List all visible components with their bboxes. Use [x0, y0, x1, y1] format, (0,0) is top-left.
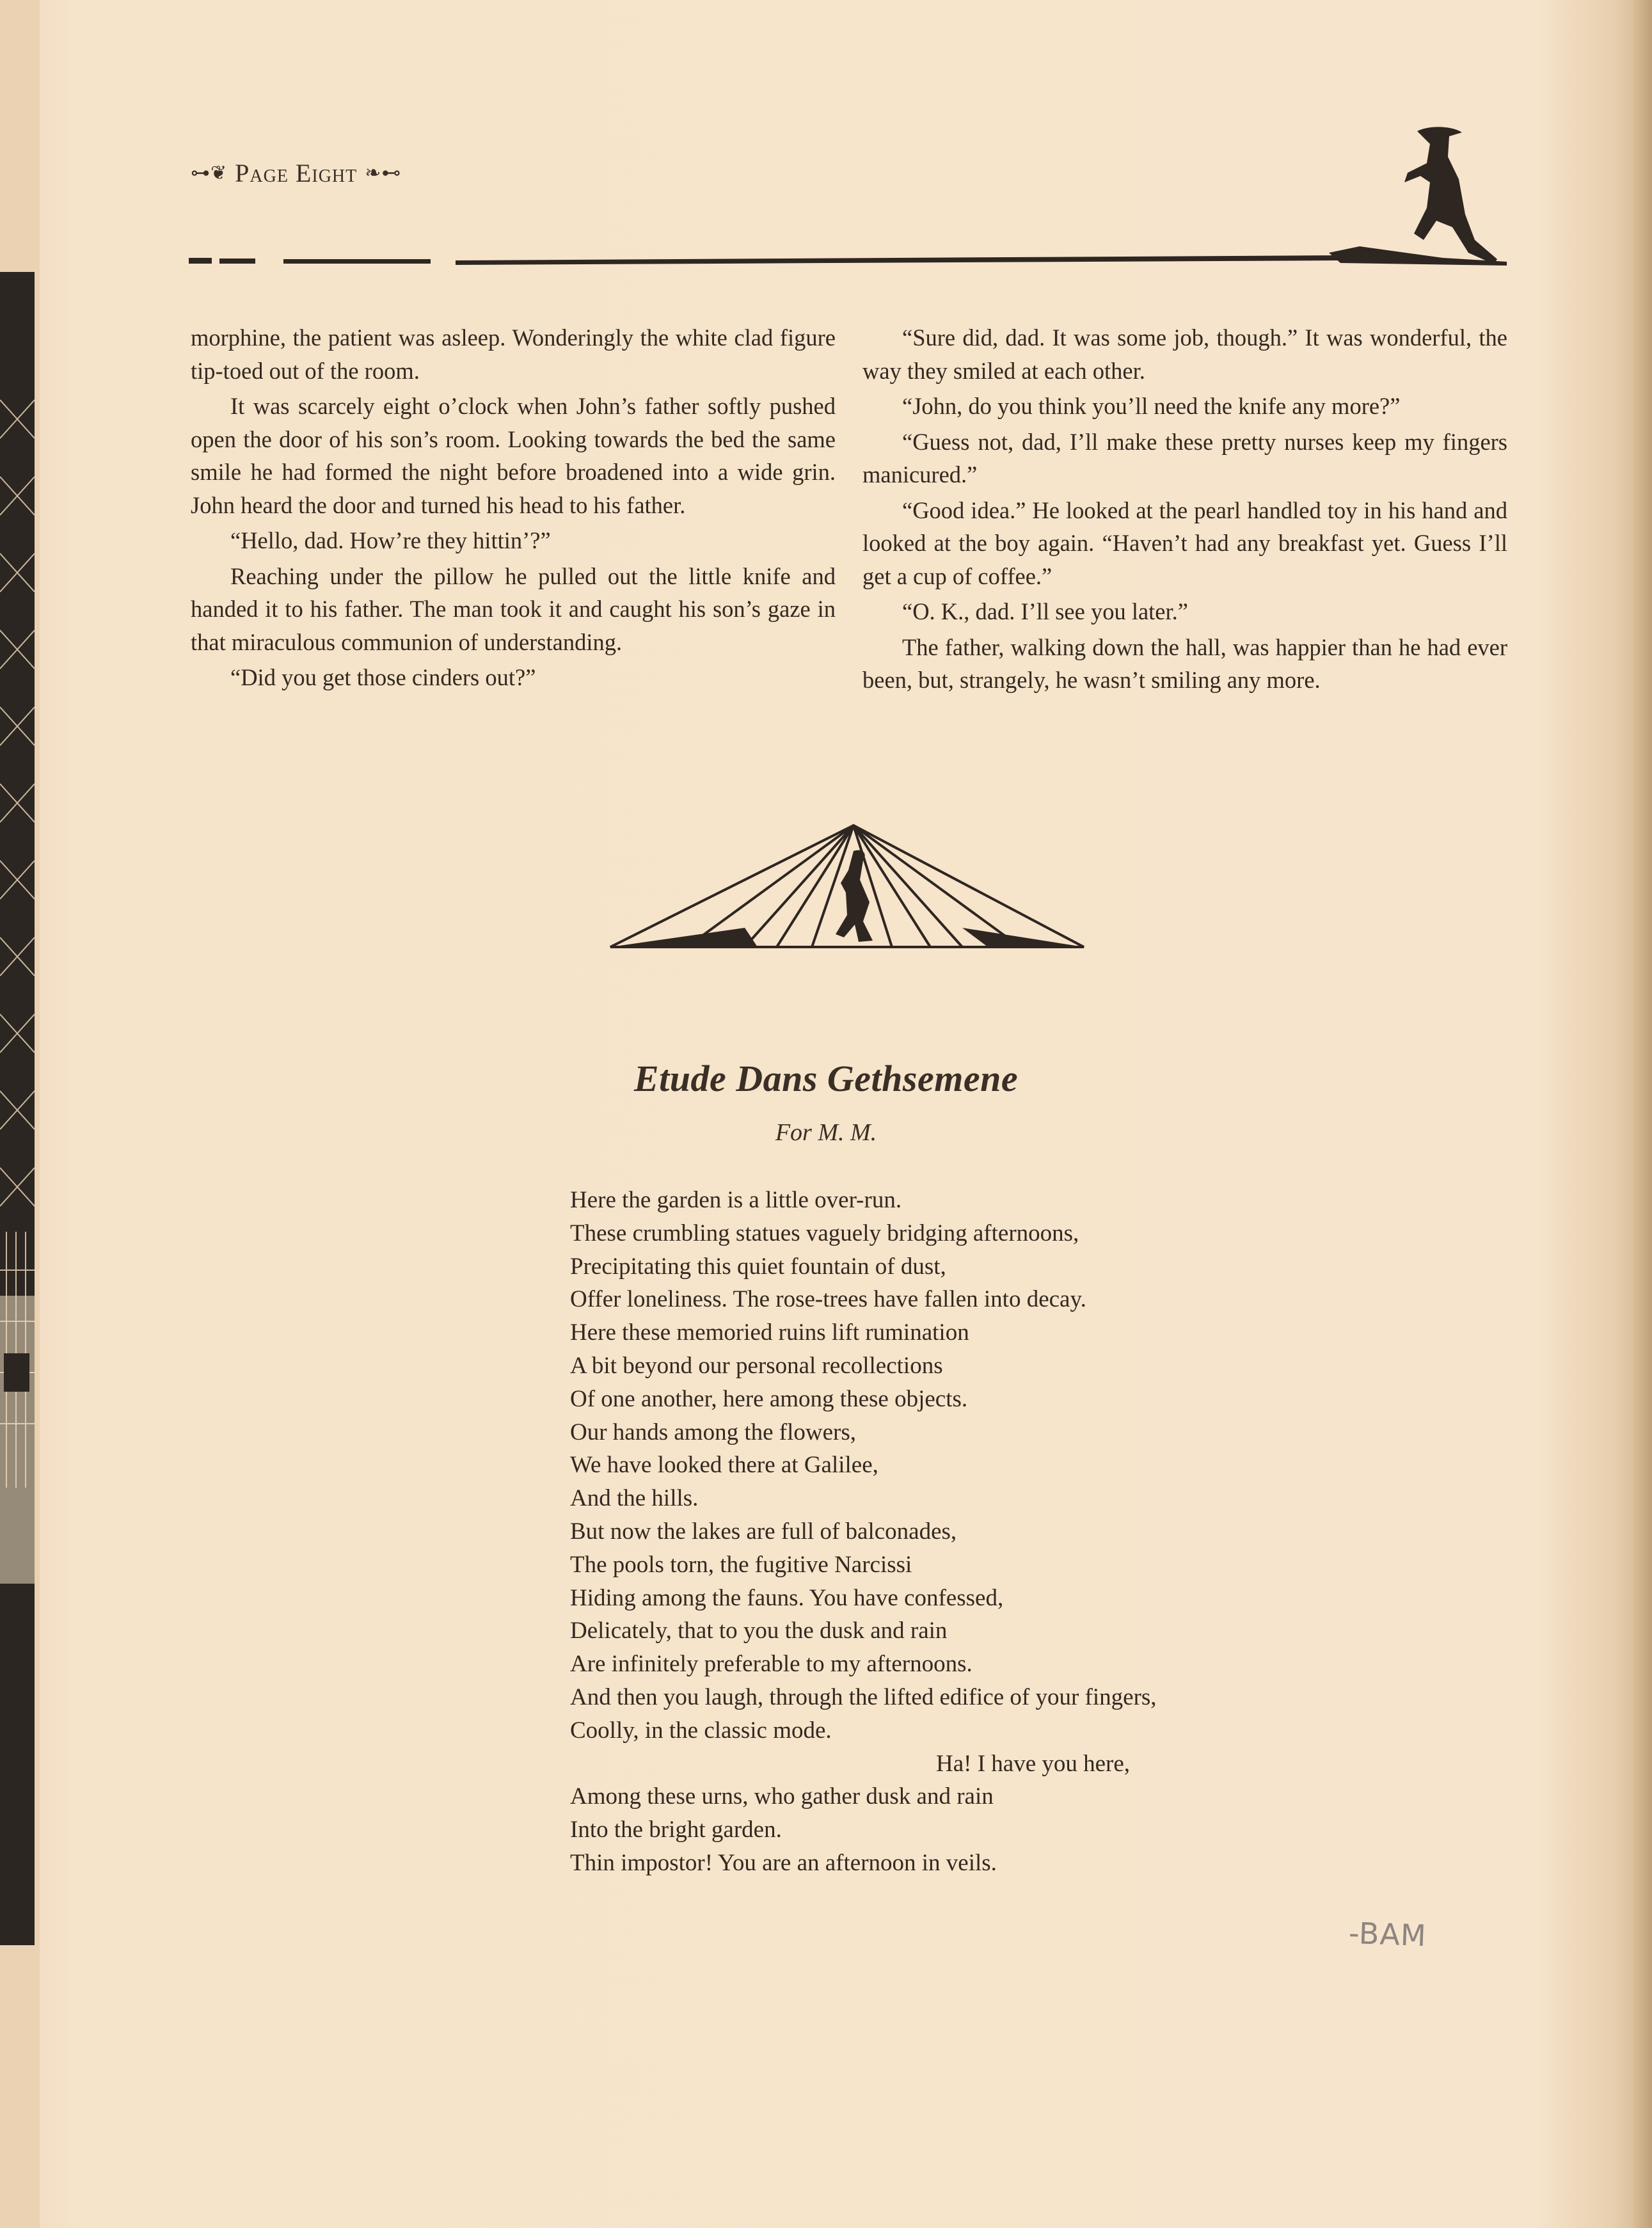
- poem-line: Hiding among the fauns. You have confessed,: [570, 1584, 1004, 1611]
- tent-runner-ornament-icon: [604, 819, 1090, 960]
- story-paragraph: “Hello, dad. How’re they hittin’?”: [230, 527, 551, 553]
- poem-line: And then you laugh, through the lifted edifice of your fingers,: [570, 1683, 1157, 1710]
- poem-dedication: For M. M.: [775, 1119, 877, 1146]
- poem-line: The pools torn, the fugitive Narcissi: [570, 1551, 912, 1578]
- story-paragraph: “O. K., dad. I’ll see you later.”: [902, 598, 1188, 625]
- story-paragraph: “Guess not, dad, I’ll make these pretty nurses keep my fingers manicured.”: [862, 428, 1507, 488]
- story-paragraph: “Did you get those cinders out?”: [230, 664, 536, 690]
- poem-line: These crumbling statues vaguely bridging afternoons,: [570, 1220, 1079, 1246]
- poem-line: Our hands among the flowers,: [570, 1419, 856, 1445]
- story-paragraph: Reaching under the pillow he pulled out the little knife and handed it to his father. The man took it and caught his son’s gaze in that miraculous communion of understanding.: [191, 562, 836, 655]
- poem-line: Here these memoried ruins lift rumination: [570, 1319, 969, 1346]
- runner-figure-rule-ornament-icon: [189, 118, 1513, 275]
- right-page-edge: [1633, 0, 1652, 2228]
- poem-line: Into the bright garden.: [570, 1817, 782, 1843]
- story-left-column: [191, 321, 836, 694]
- poem-line: Here the garden is a little over-run.: [570, 1187, 902, 1213]
- poem-line: Ha! I have you here,: [936, 1750, 1131, 1777]
- poem-body: [570, 1184, 1338, 1880]
- story-paragraph: “Sure did, dad. It was some job, though.” It was wonderful, the way they smiled at each other.: [862, 324, 1507, 384]
- header-left-ornament-icon: ⊶❦: [191, 162, 228, 184]
- left-engraving-strip-icon: [0, 272, 35, 1945]
- poem-line: Among these urns, who gather dusk and rain: [570, 1783, 994, 1810]
- poem-line: But now the lakes are full of balconades,: [570, 1518, 957, 1545]
- poem-line: Thin impostor! You are an afternoon in veils.: [570, 1849, 997, 1876]
- story-paragraph: The father, walking down the hall, was happier than he had ever been, but, strangely, he wasn’t smiling any more.: [862, 633, 1507, 693]
- poem-line: Coolly, in the classic mode.: [570, 1717, 832, 1744]
- poem-line: Are infinitely preferable to my afternoons.: [570, 1651, 973, 1678]
- story-paragraph: morphine, the patient was asleep. Wonderingly the white clad figure tip-toed out of the room.: [191, 324, 836, 384]
- poem-line: Offer loneliness. The rose-trees have fallen into decay.: [570, 1286, 1086, 1313]
- story-paragraph: “Good idea.” He looked at the pearl handled toy in his hand and looked at the boy again. “Haven’t had any breakfast yet. Guess I’ll get a cup of coffee.”: [862, 497, 1507, 589]
- poem-title: Etude Dans Gethsemene: [633, 1058, 1019, 1099]
- story-paragraph: “John, do you think you’ll need the knife any more?”: [902, 393, 1401, 419]
- story-right-column: [862, 321, 1507, 697]
- poem-line: We have looked there at Galilee,: [570, 1452, 878, 1479]
- poem-line: And the hills.: [570, 1485, 699, 1512]
- handwritten-signature: -BAM: [1348, 1915, 1427, 1953]
- page-number-label: Page Eight: [235, 158, 358, 187]
- story-paragraph: It was scarcely eight o’clock when John’s father softly pushed open the door of his son’s room. Looking towards the bed the same smile he had formed the night before broadened into a wide grin. John heard the door and turned his head to his father.: [191, 393, 836, 518]
- poem-line: Precipitating this quiet fountain of dust,: [570, 1253, 946, 1280]
- poem-line: Delicately, that to you the dusk and rain: [570, 1618, 948, 1644]
- poem-line: Of one another, here among these objects.: [570, 1385, 968, 1412]
- poem-line: A bit beyond our personal recollections: [570, 1352, 943, 1379]
- header-right-ornament-icon: ❧⊷: [365, 162, 402, 184]
